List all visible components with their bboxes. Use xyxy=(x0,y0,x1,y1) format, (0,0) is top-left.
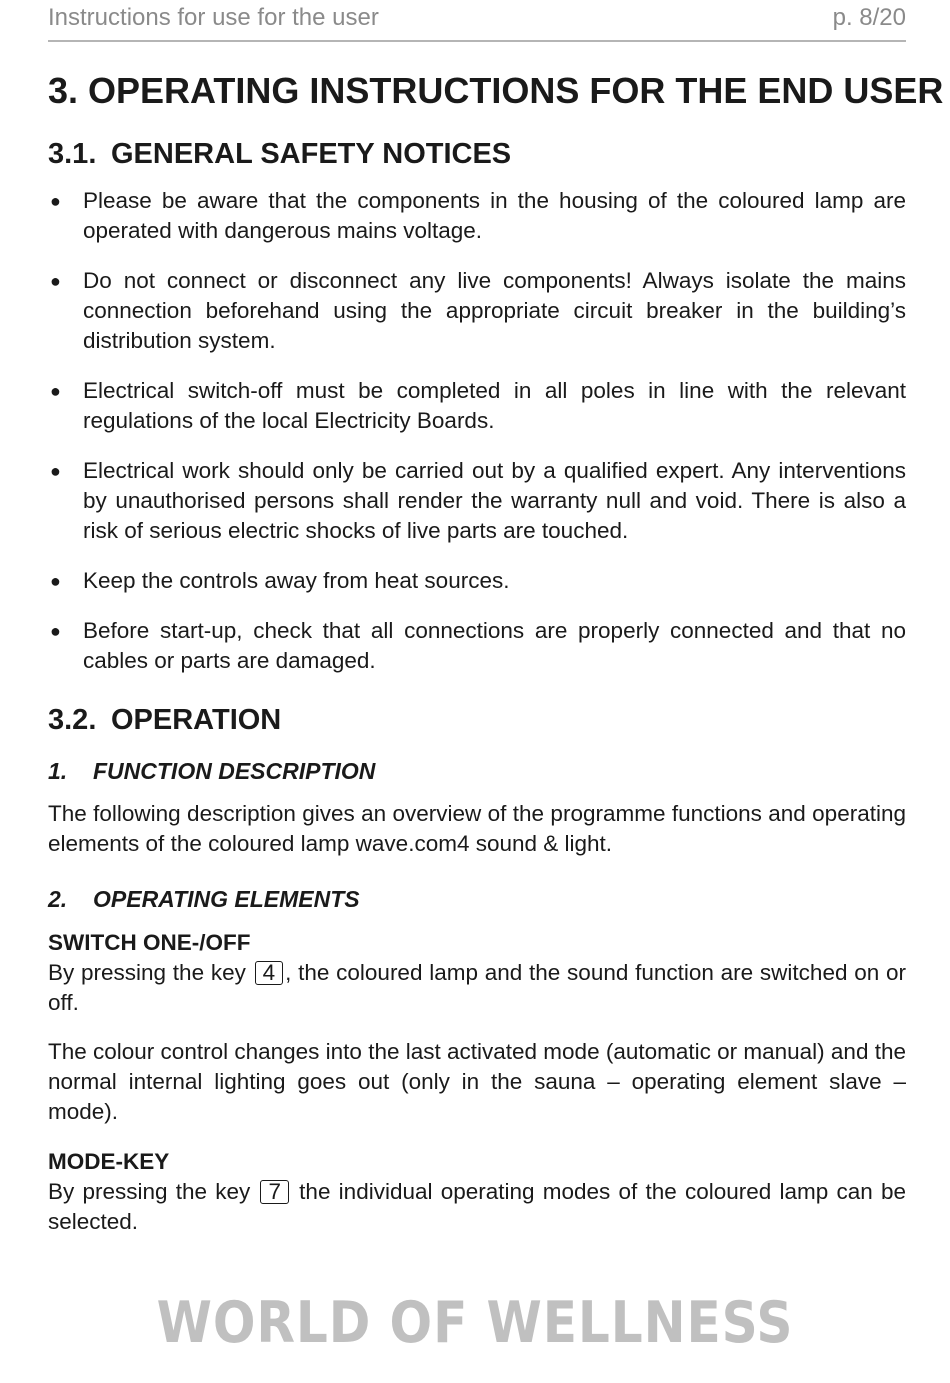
chapter-title: 3. OPERATING INSTRUCTIONS FOR THE END USER xyxy=(48,70,944,111)
subsection-function-description: 1. FUNCTION DESCRIPTION xyxy=(48,758,376,784)
bullet-icon: ● xyxy=(50,191,61,211)
list-item: ● Before start-up, check that all connections are properly connected and that no cables or parts are damaged. xyxy=(50,618,906,673)
function-description-text: The following description gives an overview of the programme functions and operating elements of the coloured lamp wave.com4 sound & light. xyxy=(48,801,906,856)
key-4-icon: 4 xyxy=(255,961,284,985)
mode-key-block: MODE-KEY By pressing the key 7 the individual operating modes of the coloured lamp can be selected. xyxy=(48,1149,906,1234)
bullet-icon: ● xyxy=(50,381,61,401)
switch-on-off-block: SWITCH ONE-/OFF By pressing the key 4 , the coloured lamp and the sound function are switched on or off. xyxy=(48,930,907,1015)
bullet-icon: ● xyxy=(50,621,61,641)
bullet-icon: ● xyxy=(50,571,61,591)
list-item: ● Electrical work should only be carried out by a qualified expert. Any interventions by unauthorised persons shall render the warranty null and void. There is also a risk of serious electric shocks of live parts are touched. xyxy=(50,458,906,543)
section-number: 3.1. xyxy=(48,138,97,170)
mode-key-label: MODE-KEY xyxy=(48,1149,170,1174)
list-item: ● Do not connect or disconnect any live components! Always isolate the mains connection beforehand using the appropriate circuit breaker in the building’s distribution system. xyxy=(50,268,906,353)
section-title-text: GENERAL SAFETY NOTICES xyxy=(111,138,512,170)
switch-label: SWITCH ONE-/OFF xyxy=(48,930,251,955)
footer-brand: WORLD OF WELLNESS xyxy=(156,1290,794,1356)
section-title-safety xyxy=(48,137,511,171)
safety-notices-list xyxy=(48,186,906,696)
key-7-icon: 7 xyxy=(260,1180,289,1204)
list-item: ● Please be aware that the components in the housing of the coloured lamp are operated with dangerous mains voltage. xyxy=(50,188,906,243)
bullet-icon: ● xyxy=(50,461,61,481)
list-item: ● Electrical switch-off must be completed in all poles in line with the relevant regulations of the local Electricity Boards. xyxy=(50,378,906,433)
colour-control-text: The colour control changes into the last activated mode (automatic or manual) and the normal internal lighting goes out (only in the sauna – operating element slave – mode). xyxy=(48,1039,906,1124)
list-item: ● Keep the controls away from heat sources. xyxy=(48,566,906,596)
bullet-icon: ● xyxy=(50,271,61,291)
subsection-operating-elements: 2. OPERATING ELEMENTS xyxy=(48,886,360,912)
header-doc-title: Instructions for use for the user xyxy=(48,4,379,31)
page-number: p. 8/20 xyxy=(832,4,906,31)
page-header xyxy=(48,4,906,42)
section-title-operation xyxy=(48,703,281,737)
section-title-text: OPERATION xyxy=(111,704,282,736)
section-number: 3.2. xyxy=(48,704,97,736)
